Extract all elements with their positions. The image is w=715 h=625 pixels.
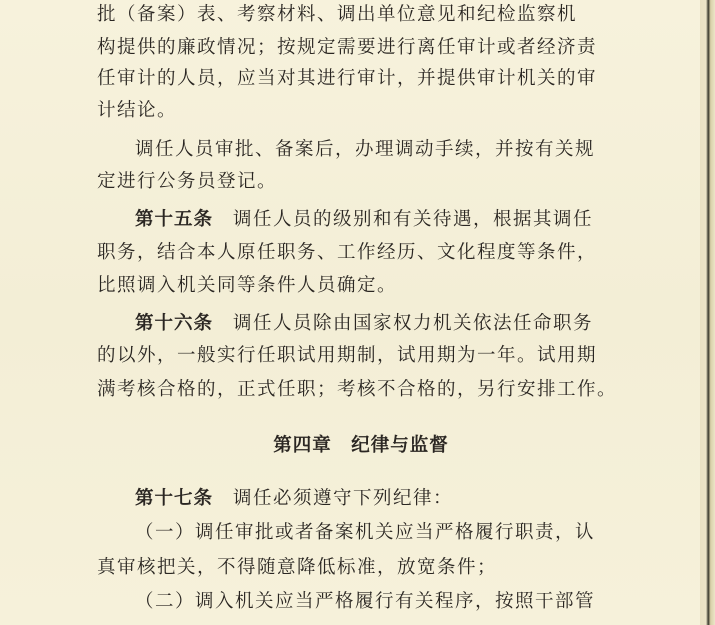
text-line-17: （二）调入机关应当严格履行有关程序，按照干部管 <box>135 591 596 612</box>
article-15-title: 第十五条 <box>135 209 214 230</box>
text-line-4: 计结论。 <box>97 100 178 121</box>
article-17-line-1: 第十七条 调任必须遵守下列纪律： <box>135 488 454 509</box>
text-line-15: （一）调任审批或者备案机关应当严格履行职责，认 <box>135 522 596 543</box>
page-edge <box>700 0 715 625</box>
text-line-1: 批（备案）表、考察材料、调出单位意见和纪检监察机 <box>97 4 578 25</box>
article-16-line-1: 第十六条 调任人员除由国家权力机关依法任命职务 <box>135 313 594 334</box>
article-17-title: 第十七条 <box>135 488 214 509</box>
text-line-16: 真审核把关，不得随意降低标准，放宽条件； <box>97 557 498 578</box>
text-line-12: 满考核合格的，正式任职；考核不合格的，另行安排工作。 <box>97 379 618 400</box>
text-line-6: 定进行公务员登记。 <box>97 171 278 192</box>
text-line-5: 调任人员审批、备案后，办理调动手续，并按有关规 <box>135 139 596 160</box>
text-line-2: 构提供的廉政情况；按规定需要进行离任审计或者经济责 <box>97 37 598 58</box>
text-line-11: 的以外，一般实行任职试用期制，试用期为一年。试用期 <box>97 345 598 366</box>
text-line-9: 比照调入机关同等条件人员确定。 <box>97 275 398 296</box>
article-16-title: 第十六条 <box>135 313 214 334</box>
text-line-3: 任审计的人员，应当对其进行审计，并提供审计机关的审 <box>97 68 598 89</box>
article-15-line-1: 第十五条 调任人员的级别和有关待遇，根据其调任 <box>135 209 594 230</box>
text-line-8: 职务，结合本人原任职务、工作经历、文化程度等条件， <box>97 242 598 263</box>
chapter-heading: 第四章 纪律与监督 <box>273 435 449 456</box>
